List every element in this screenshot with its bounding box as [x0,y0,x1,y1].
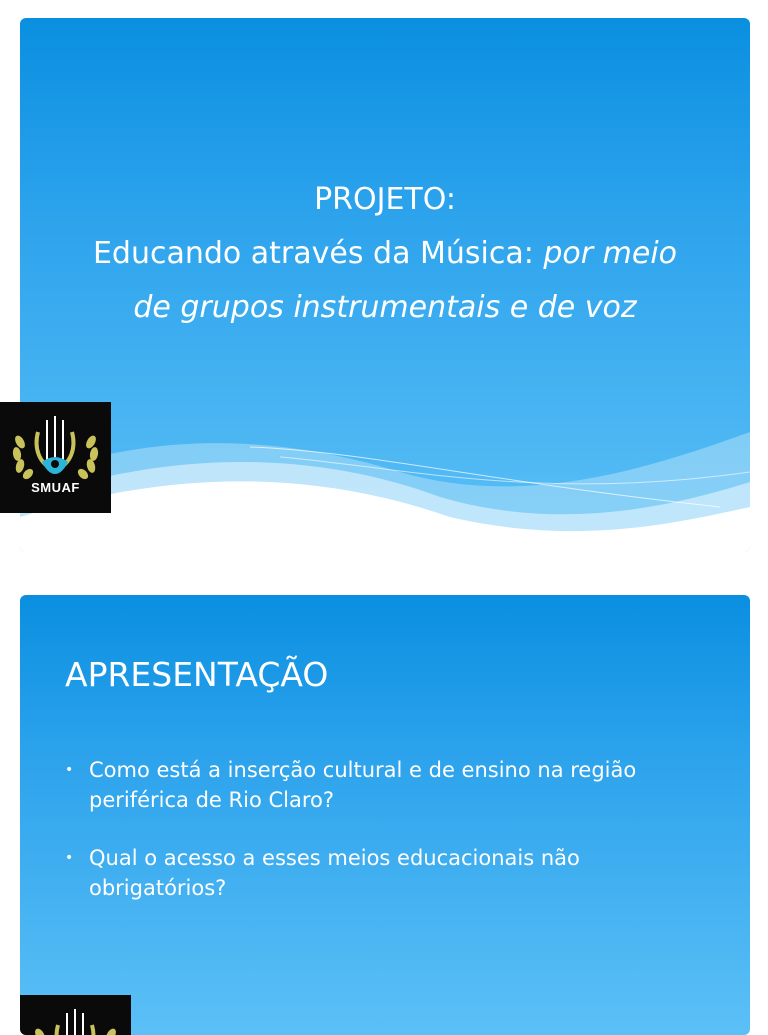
title-line-1: PROJETO: [314,182,456,217]
slide-heading: APRESENTAÇÃO [65,655,329,694]
bullet-list [65,755,665,931]
title-line-3 [20,281,750,335]
smuaf-logo [0,402,111,513]
slide-title [20,173,750,335]
bullet-text: Qual o acesso a esses meios educacionais não obrigatórios? [89,846,580,900]
logo-wordmark: SMUAF [31,480,80,495]
presentation-slide [20,595,750,1035]
lyre-laurel-icon [0,402,111,513]
bullet-item [65,755,665,815]
title-line-2 [20,227,750,281]
title-line-3-italic: de grupos instrumentais e de voz [133,290,637,325]
wave-decoration [20,412,750,552]
bullet-icon: • [65,762,74,778]
title-line-2-regular: Educando através da Música: [92,236,544,271]
smuaf-logo [20,995,131,1035]
bullet-text: Como está a inserção cultural e de ensino na região periférica de Rio Claro? [89,758,637,812]
bullet-item [65,843,665,903]
bullet-icon: • [65,850,74,866]
title-slide [20,18,750,552]
title-line-2-italic: por meio [543,236,678,271]
lyre-laurel-icon [20,995,131,1035]
